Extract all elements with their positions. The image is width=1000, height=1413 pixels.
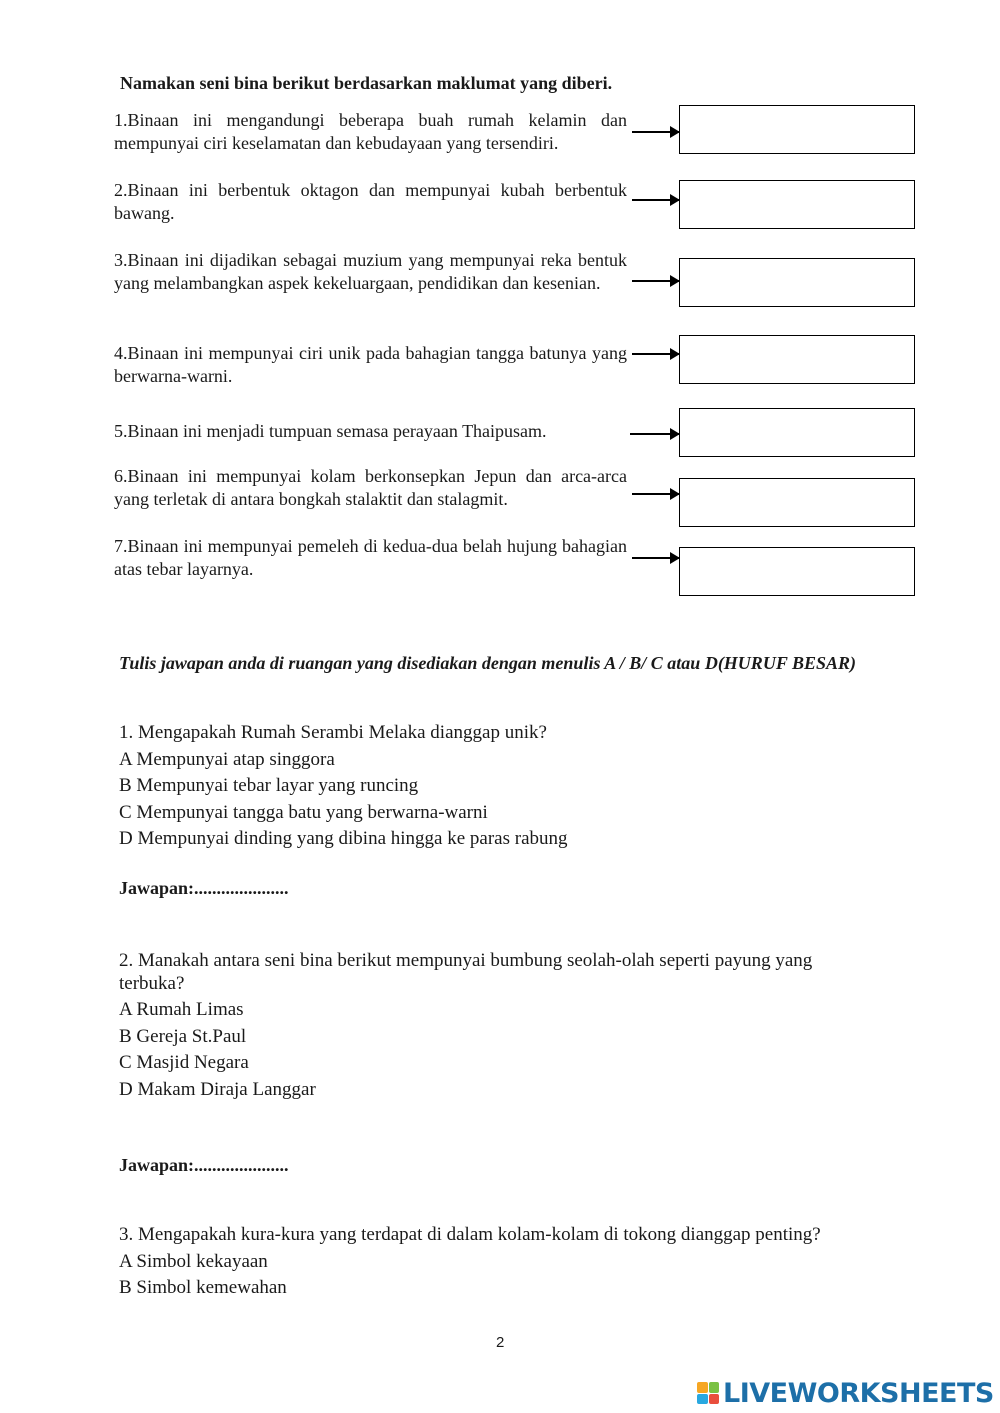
mcq-question-1 (119, 720, 879, 853)
section2-heading: Tulis jawapan anda di ruangan yang disediakan dengan menulis A / B/ C atau D(HURUF BESAR) (119, 653, 857, 673)
option-b: B Mempunyai tebar layar yang runcing (119, 775, 419, 796)
mcq-question-2 (119, 949, 879, 1103)
question-item-5: 5.Binaan ini menjadi tumpuan semasa perayaan Thaipusam. (114, 421, 547, 441)
arrow-icon (632, 493, 679, 495)
option-c: C Mempunyai tangga batu yang berwarna-warni (119, 801, 488, 823)
option-b: B Simbol kemewahan (119, 1277, 287, 1298)
liveworksheets-logo-icon (697, 1382, 719, 1404)
question-item-7: 7.Binaan ini mempunyai pemeleh di kedua-dua belah hujung bahagian atas tebar layarnya. (114, 536, 627, 579)
option-d: D Makam Diraja Langgar (119, 1078, 316, 1100)
mcq-question-3 (119, 1222, 879, 1302)
answer-box-4[interactable] (679, 335, 915, 384)
question-item-4: 4.Binaan ini mempunyai ciri unik pada bahagian tangga batunya yang berwarna-warni. (114, 343, 627, 386)
arrow-icon (632, 557, 679, 559)
question-item-1: 1.Binaan ini mengandungi beberapa buah rumah kelamin dan mempunyai ciri keselamatan dan kebudayaan yang tersendiri. (114, 110, 627, 153)
option-a: A Simbol kekayaan (119, 1250, 268, 1272)
option-a: A Mempunyai atap singgora (119, 748, 335, 770)
arrow-icon (632, 131, 679, 133)
arrow-icon (632, 199, 679, 201)
answer-field-1[interactable]: Jawapan:..................... (119, 878, 289, 898)
question-text: 3. Mengapakah kura-kura yang terdapat di dalam kolam-kolam di tokong dianggap penting? (119, 1224, 821, 1245)
answer-box-5[interactable] (679, 408, 915, 457)
option-a: A Rumah Limas (119, 999, 244, 1020)
answer-box-7[interactable] (679, 547, 915, 596)
question-item-2: 2.Binaan ini berbentuk oktagon dan mempunyai kubah berbentuk bawang. (114, 180, 627, 223)
question-item-6: 6.Binaan ini mempunyai kolam berkonsepkan Jepun dan arca-arca yang terletak di antara bongkah stalaktit dan stalagmit. (114, 466, 627, 509)
brand-name: LIVEWORKSHEETS (723, 1377, 994, 1409)
question-item-3: 3.Binaan ini dijadikan sebagai muzium yang mempunyai reka bentuk yang melambangkan aspek kekeluargaan, pendidikan dan kesenian. (114, 250, 627, 293)
question-text: 1. Mengapakah Rumah Serambi Melaka dianggap unik? (119, 722, 547, 743)
arrow-icon (632, 353, 679, 355)
option-b: B Gereja St.Paul (119, 1025, 247, 1047)
section1-heading: Namakan seni bina berikut berdasarkan maklumat yang diberi. (120, 73, 613, 93)
arrow-icon (630, 433, 679, 435)
question-text: 2. Manakah antara seni bina berikut mempunyai bumbung seolah-olah seperti payung yang terbuka? (119, 950, 813, 994)
answer-box-1[interactable] (679, 105, 915, 154)
option-c: C Masjid Negara (119, 1052, 249, 1073)
answer-box-6[interactable] (679, 478, 915, 527)
answer-box-2[interactable] (679, 180, 915, 229)
liveworksheets-logo (697, 1378, 994, 1408)
answer-box-3[interactable] (679, 258, 915, 307)
arrow-icon (632, 280, 679, 282)
answer-field-2[interactable]: Jawapan:..................... (119, 1155, 289, 1175)
option-d: D Mempunyai dinding yang dibina hingga ke paras rabung (119, 828, 568, 849)
page-number: 2 (496, 1334, 505, 1351)
